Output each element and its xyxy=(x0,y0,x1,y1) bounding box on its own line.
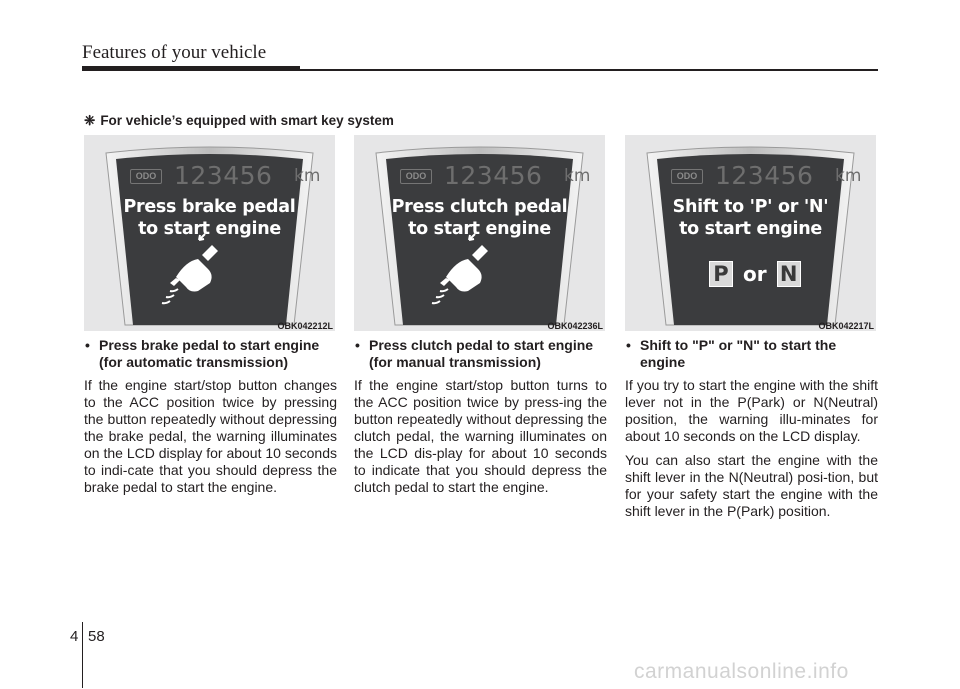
chapter-number: 4 xyxy=(70,628,79,645)
gear-p-box: P xyxy=(709,261,733,287)
watermark: carmanualsonline.info xyxy=(634,660,849,683)
odometer-unit: km xyxy=(835,166,862,186)
page-number: 58 xyxy=(88,628,105,645)
note-text: For vehicle’s equipped with smart key system xyxy=(100,113,394,128)
lcd-message xyxy=(354,196,605,240)
figure-code: OBK042212L xyxy=(277,321,333,331)
header-rule-thick xyxy=(82,66,300,71)
lcd-message-line2: to start engine xyxy=(138,219,281,239)
odometer-unit: km xyxy=(294,166,321,186)
figure-code: OBK042236L xyxy=(547,321,603,331)
odo-label: ODO xyxy=(400,169,432,184)
body-paragraph: If the engine start/stop button turns to the ACC position twice by press-ing the button repeatedly without depressing the clutch pedal, the warning illuminates on the LCD dis-play for about 10 seconds to indicate that you should depress the clutch pedal to start the engine. xyxy=(354,377,607,495)
lcd-message-line1: Press clutch pedal xyxy=(391,197,568,217)
page-header-title: Features of your vehicle xyxy=(82,42,267,63)
gear-or-text: or xyxy=(743,262,767,286)
odometer-value: 123456 xyxy=(444,161,543,190)
odometer-unit: km xyxy=(564,166,591,186)
lcd-message-line2: to start engine xyxy=(679,219,822,239)
odometer-value: 123456 xyxy=(715,161,814,190)
figure-brake-pedal xyxy=(84,135,335,331)
bullet-dot: • xyxy=(626,337,631,353)
lcd-message-line1: Shift to 'P' or 'N' xyxy=(672,197,829,217)
gear-indicator xyxy=(709,261,801,287)
lcd-message xyxy=(625,196,876,240)
column-shift xyxy=(625,337,878,527)
figure-clutch-pedal xyxy=(354,135,605,331)
odo-label: ODO xyxy=(671,169,703,184)
bullet-heading xyxy=(84,337,337,371)
bullet-dot: • xyxy=(85,337,90,353)
odo-label: ODO xyxy=(130,169,162,184)
note-symbol: ❈ xyxy=(84,113,96,128)
lcd-message-line1: Press brake pedal xyxy=(123,197,296,217)
bullet-dot: • xyxy=(355,337,360,353)
header-rule-thin xyxy=(300,69,878,71)
bullet-heading xyxy=(625,337,878,371)
bullet-heading-text: Shift to "P" or "N" to start the engine xyxy=(640,337,837,370)
figure-code: OBK042217L xyxy=(818,321,874,331)
figure-shift-lever xyxy=(625,135,876,331)
body-paragraph: You can also start the engine with the shift lever in the N(Neutral) posi-tion, but for your safety start the engine with the shift lever in the P(Park) position. xyxy=(625,452,878,519)
bullet-heading xyxy=(354,337,607,371)
page-number-divider xyxy=(82,622,83,688)
body-paragraph: If the engine start/stop button changes to the ACC position twice by pressing the button repeatedly without depressing the brake pedal, the warning illuminates on the LCD display for about 10 seconds to indi-cate that you should depress the brake pedal to start the engine. xyxy=(84,377,337,495)
odometer-value: 123456 xyxy=(174,161,273,190)
lcd-message xyxy=(84,196,335,240)
lcd-message-line2: to start engine xyxy=(408,219,551,239)
gear-n-box: N xyxy=(777,261,801,287)
bullet-heading-text: Press clutch pedal to start engine (for manual transmission) xyxy=(369,337,594,370)
section-note xyxy=(84,113,394,129)
column-clutch xyxy=(354,337,607,503)
column-brake xyxy=(84,337,337,503)
bullet-heading-text: Press brake pedal to start engine (for automatic transmission) xyxy=(99,337,320,370)
body-paragraph: If you try to start the engine with the shift lever not in the P(Park) or N(Neutral) position, the warning illu-minates for about 10 seconds on the LCD display. xyxy=(625,377,878,444)
